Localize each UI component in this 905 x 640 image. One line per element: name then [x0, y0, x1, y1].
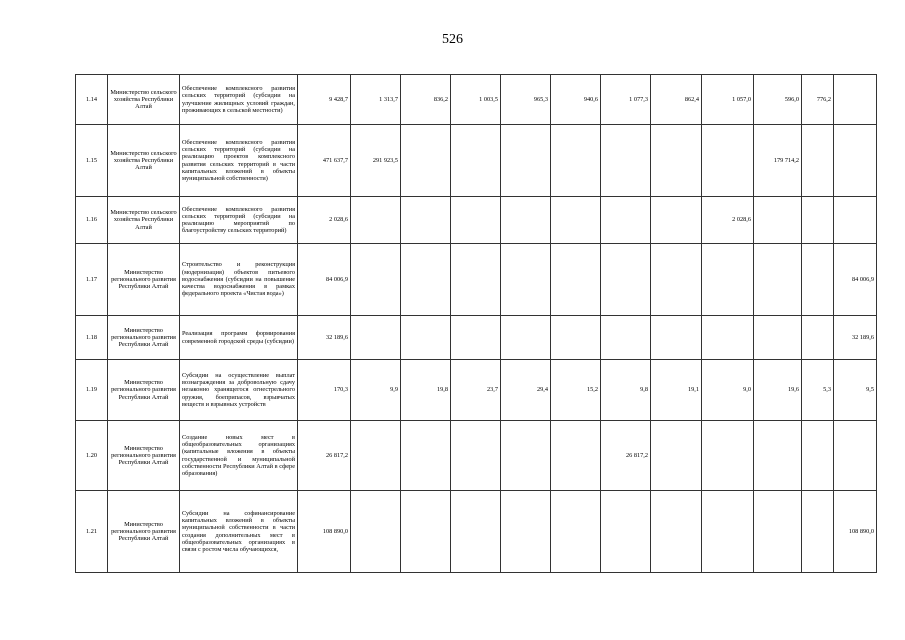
value-cell: 776,2	[802, 75, 834, 125]
value-cell	[754, 197, 802, 244]
value-cell	[551, 316, 601, 360]
executor-cell: Министерство сельского хозяйства Республики Алтай	[108, 75, 180, 125]
executor-cell: Министерство регионального развития Республики Алтай	[108, 421, 180, 491]
value-cell	[351, 316, 401, 360]
description-cell: Реализация программ формирования современной городской среды (субсидии)	[180, 316, 298, 360]
table-row	[76, 75, 877, 125]
executor-cell: Министерство сельского хозяйства Республики Алтай	[108, 197, 180, 244]
value-cell: 9 428,7	[298, 75, 351, 125]
table-row	[76, 360, 877, 421]
value-cell: 84 006,9	[834, 244, 877, 316]
value-cell	[451, 197, 501, 244]
value-cell: 15,2	[551, 360, 601, 421]
table-row	[76, 491, 877, 573]
value-cell	[601, 244, 651, 316]
value-cell	[501, 491, 551, 573]
row-number: 1.16	[76, 197, 108, 244]
description-cell: Субсидии на софинансирование капитальных вложений в объекты муниципальной собственности в части создания дополнительных мест в общеобразовательных организациях в связи с ростом числа обучающихся,	[180, 491, 298, 573]
value-cell	[601, 491, 651, 573]
value-cell	[754, 421, 802, 491]
value-cell	[651, 316, 702, 360]
value-cell: 26 817,2	[601, 421, 651, 491]
value-cell	[702, 491, 754, 573]
value-cell	[702, 125, 754, 197]
value-cell	[551, 197, 601, 244]
value-cell	[551, 244, 601, 316]
value-cell	[351, 491, 401, 573]
value-cell: 1 057,0	[702, 75, 754, 125]
value-cell: 32 189,6	[298, 316, 351, 360]
description-cell: Обеспечение комплексного развития сельских территорий (субсидии на реализацию мероприятий по благоустройству сельских территорий)	[180, 197, 298, 244]
row-number: 1.20	[76, 421, 108, 491]
description-cell: Обеспечение комплексного развития сельских территорий (субсидии на улучшение жилищных условий граждан, проживающих в сельской местности)	[180, 75, 298, 125]
value-cell: 170,3	[298, 360, 351, 421]
description-cell: Создание новых мест в общеобразовательных организациях (капитальные вложения в объекты государственной и муниципальной собственности Республики Алтай в сфере образования)	[180, 421, 298, 491]
value-cell	[451, 491, 501, 573]
executor-cell: Министерство регионального развития Республики Алтай	[108, 316, 180, 360]
value-cell	[551, 491, 601, 573]
value-cell	[501, 125, 551, 197]
table-row	[76, 421, 877, 491]
value-cell	[702, 421, 754, 491]
table-row	[76, 125, 877, 197]
value-cell	[834, 75, 877, 125]
row-number: 1.17	[76, 244, 108, 316]
budget-table	[75, 74, 877, 573]
value-cell: 9,5	[834, 360, 877, 421]
value-cell	[651, 421, 702, 491]
value-cell: 1 077,3	[601, 75, 651, 125]
value-cell: 26 817,2	[298, 421, 351, 491]
value-cell	[834, 421, 877, 491]
value-cell	[702, 244, 754, 316]
value-cell: 108 890,0	[834, 491, 877, 573]
executor-cell: Министерство регионального развития Республики Алтай	[108, 244, 180, 316]
value-cell: 108 890,0	[298, 491, 351, 573]
value-cell	[802, 491, 834, 573]
value-cell	[351, 197, 401, 244]
value-cell: 836,2	[401, 75, 451, 125]
value-cell	[702, 316, 754, 360]
description-cell: Субсидии на осуществление выплат вознаграждения за добровольную сдачу незаконно хранящегося огнестрельного оружия, боеприпасов, взрывчатых веществ и взрывных устройств	[180, 360, 298, 421]
value-cell: 1 313,7	[351, 75, 401, 125]
value-cell	[802, 316, 834, 360]
executor-cell: Министерство сельского хозяйства Республики Алтай	[108, 125, 180, 197]
value-cell	[802, 197, 834, 244]
value-cell	[401, 421, 451, 491]
value-cell	[651, 244, 702, 316]
value-cell: 23,7	[451, 360, 501, 421]
value-cell: 1 003,5	[451, 75, 501, 125]
table-row	[76, 244, 877, 316]
value-cell: 2 028,6	[298, 197, 351, 244]
value-cell: 5,3	[802, 360, 834, 421]
value-cell: 965,3	[501, 75, 551, 125]
description-cell: Обеспечение комплексного развития сельских территорий (субсидии на реализацию проектов комплексного развития сельских территорий в части капитальных вложений в объекты муниципальной собственности)	[180, 125, 298, 197]
value-cell: 2 028,6	[702, 197, 754, 244]
value-cell: 29,4	[501, 360, 551, 421]
value-cell: 9,8	[601, 360, 651, 421]
value-cell	[351, 421, 401, 491]
value-cell	[551, 125, 601, 197]
value-cell: 940,6	[551, 75, 601, 125]
value-cell: 32 189,6	[834, 316, 877, 360]
table-row	[76, 316, 877, 360]
row-number: 1.18	[76, 316, 108, 360]
value-cell: 19,8	[401, 360, 451, 421]
row-number: 1.21	[76, 491, 108, 573]
value-cell	[802, 421, 834, 491]
value-cell	[501, 244, 551, 316]
value-cell	[401, 125, 451, 197]
value-cell	[451, 316, 501, 360]
value-cell: 19,1	[651, 360, 702, 421]
value-cell	[451, 244, 501, 316]
value-cell	[802, 125, 834, 197]
table-row	[76, 197, 877, 244]
value-cell: 471 637,7	[298, 125, 351, 197]
value-cell	[351, 244, 401, 316]
executor-cell: Министерство регионального развития Республики Алтай	[108, 491, 180, 573]
value-cell	[651, 125, 702, 197]
value-cell	[754, 244, 802, 316]
value-cell	[451, 125, 501, 197]
value-cell: 179 714,2	[754, 125, 802, 197]
value-cell: 19,6	[754, 360, 802, 421]
row-number: 1.15	[76, 125, 108, 197]
value-cell: 291 923,5	[351, 125, 401, 197]
value-cell	[451, 421, 501, 491]
value-cell	[401, 244, 451, 316]
value-cell	[754, 491, 802, 573]
value-cell: 596,0	[754, 75, 802, 125]
row-number: 1.14	[76, 75, 108, 125]
value-cell	[601, 316, 651, 360]
value-cell	[401, 197, 451, 244]
page-number: 526	[442, 32, 463, 47]
description-cell: Строительство и реконструкция (модернизация) объектов питьевого водоснабжения (субсидии на повышение качества водоснабжения в рамках федерального проекта «Чистая вода»)	[180, 244, 298, 316]
value-cell	[834, 125, 877, 197]
value-cell	[501, 197, 551, 244]
value-cell	[754, 316, 802, 360]
value-cell	[651, 491, 702, 573]
value-cell	[834, 197, 877, 244]
value-cell	[401, 491, 451, 573]
executor-cell: Министерство регионального развития Республики Алтай	[108, 360, 180, 421]
value-cell	[601, 197, 651, 244]
value-cell	[651, 197, 702, 244]
value-cell: 9,9	[351, 360, 401, 421]
value-cell	[802, 244, 834, 316]
row-number: 1.19	[76, 360, 108, 421]
value-cell	[501, 421, 551, 491]
value-cell: 862,4	[651, 75, 702, 125]
value-cell	[551, 421, 601, 491]
table-body	[76, 75, 877, 573]
value-cell: 84 006,9	[298, 244, 351, 316]
value-cell	[501, 316, 551, 360]
value-cell	[601, 125, 651, 197]
value-cell	[401, 316, 451, 360]
value-cell: 9,0	[702, 360, 754, 421]
